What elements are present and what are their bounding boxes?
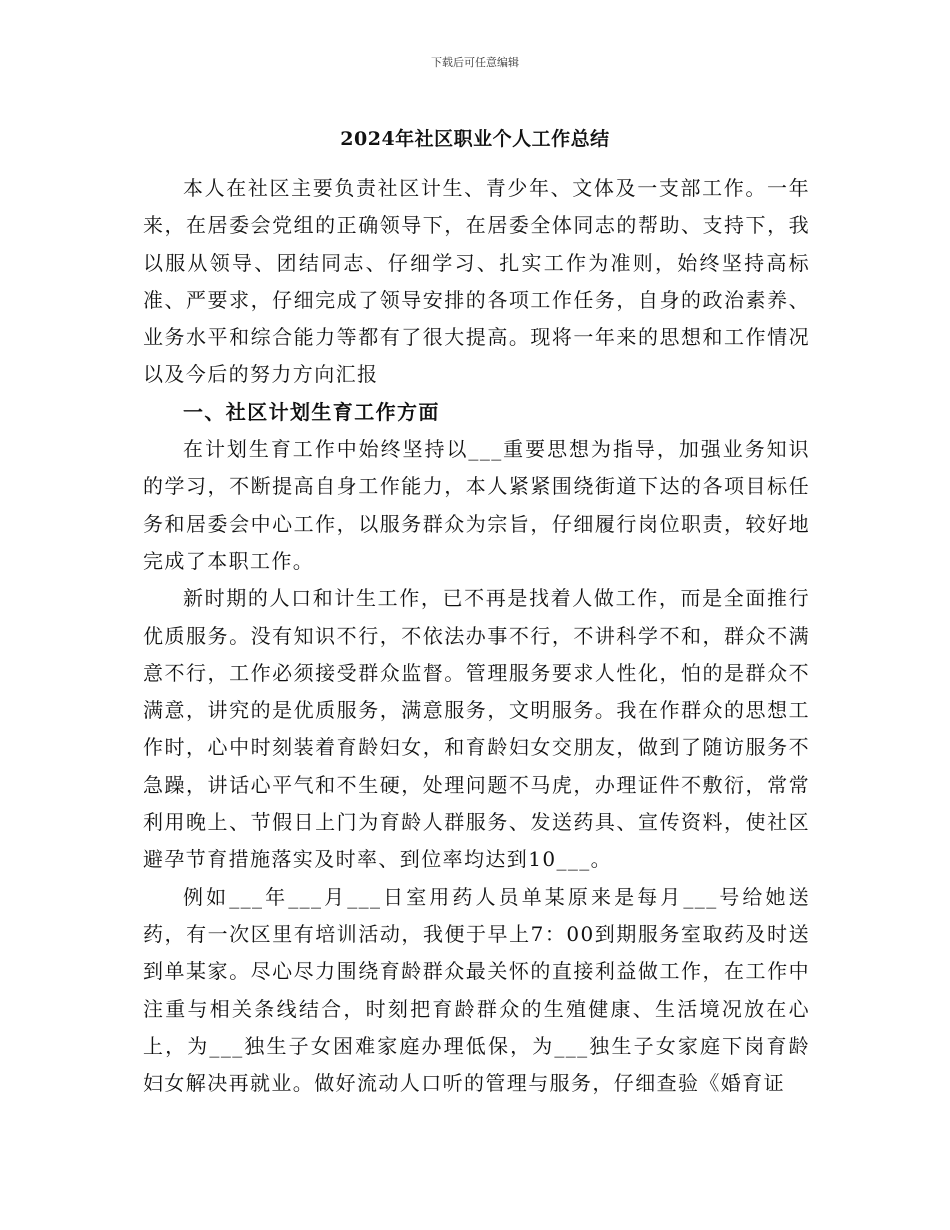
paragraph: 在计划生育工作中始终坚持以___重要思想为指导，加强业务知识的学习，不断提高自身工作能力，本人紧紧围绕街道下达的各项目标任务和居委会中心工作，以服务群众为宗旨，仔细履行岗位职责，较好地完成了本职工作。: [143, 437, 810, 573]
document-body: [143, 170, 810, 1102]
document-title: 2024年社区职业个人工作总结: [340, 128, 610, 150]
paragraph-intro: 本人在社区主要负责社区计生、青少年、文体及一支部工作。一年来，在居委会党组的正确领导下，在居委全体同志的帮助、支持下，我以服从领导、团结同志、仔细学习、扎实工作为准则，始终坚持高标准、严要求，仔细完成了领导安排的各项工作任务，自身的政治素养、业务水平和综合能力等都有了很大提高。现将一年来的思想和工作情况以及今后的努力方向汇报: [143, 176, 810, 387]
paragraph: 例如___年___月___日室用药人员单某原来是每月___号给她送药，有一次区里有培训活动，我便于早上7：00到期服务室取药及时送到单某家。尽心尽力围绕育龄群众最关怀的直接利益做工作，在工作中注重与相关条线结合，时刻把育龄群众的生殖健康、生活境况放在心上，为___独生子女困难家庭办理低保，为___独生子女家庭下岗育龄妇女解决再就业。做好流动人口听的管理与服务，仔细查验《婚育证: [143, 884, 810, 1096]
header-note: 下载后可任意编辑: [431, 56, 519, 69]
paragraph: 新时期的人口和计生工作，已不再是找着人做工作，而是全面推行优质服务。没有知识不行，不依法办事不行，不讲科学不和，群众不满意不行，工作必须接受群众监督。管理服务要求人性化，怕的是群众不满意，讲究的是优质服务，满意服务，文明服务。我在作群众的思想工作时，心中时刻装着育龄妇女，和育龄妇女交朋友，做到了随访服务不急躁，讲话心平气和不生硬，处理问题不马虎，办理证件不敷衍，常常利用晚上、节假日上门为育龄人群服务、发送药具、宣传资料，使社区避孕节育措施落实及时率、到位率均达到10___。: [143, 586, 810, 872]
section-heading: 一、社区计划生育工作方面: [183, 399, 440, 424]
